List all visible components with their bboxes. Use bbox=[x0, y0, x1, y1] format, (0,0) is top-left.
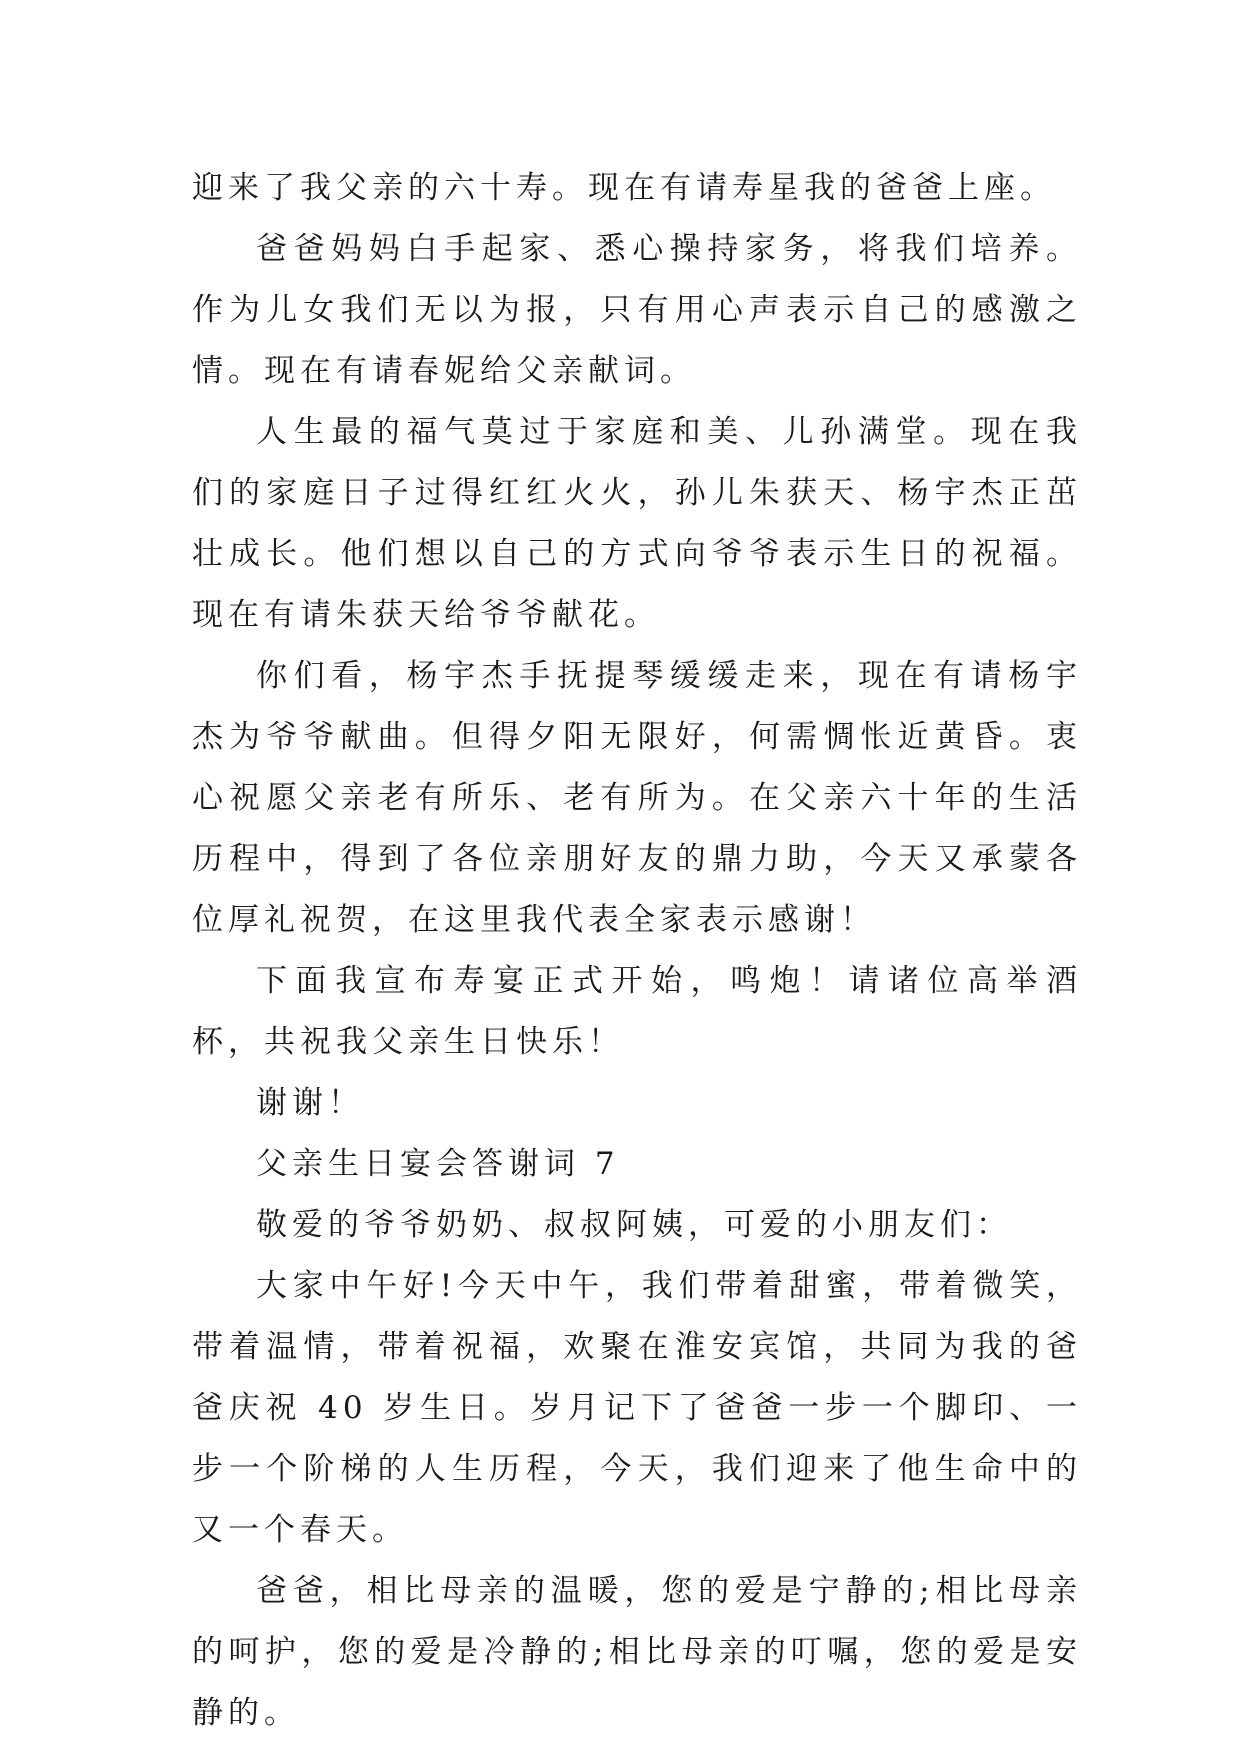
paragraph: 谢谢！ bbox=[256, 1085, 364, 1121]
document-body bbox=[192, 158, 1082, 1744]
paragraph: 人生最的福气莫过于家庭和美、儿孙满堂。现在我们的家庭日子过得红红火火，孙儿朱获天、杨宇杰正茁壮成长。他们想以自己的方式向爷爷表示生日的祝福。现在有请朱获天给爷爷献花。 bbox=[192, 414, 1082, 633]
section-heading: 父亲生日宴会答谢词 7 bbox=[256, 1146, 620, 1182]
paragraph: 爸爸，相比母亲的温暖，您的爱是宁静的;相比母亲的呵护，您的爱是冷静的;相比母亲的叮嘱，您的爱是安静的。 bbox=[192, 1573, 1082, 1731]
paragraph: 大家中午好!今天中午，我们带着甜蜜，带着微笑，带着温情，带着祝福，欢聚在淮安宾馆，共同为我的爸爸庆祝 40 岁生日。岁月记下了爸爸一步一个脚印、一步一个阶梯的人生历程，今天，我们迎来了他生命中的又一个春天。 bbox=[192, 1268, 1082, 1548]
paragraph: 迎来了我父亲的六十寿。现在有请寿星我的爸爸上座。 bbox=[192, 170, 1056, 206]
salutation: 敬爱的爷爷奶奶、叔叔阿姨，可爱的小朋友们： bbox=[256, 1207, 1012, 1243]
paragraph: 爸爸妈妈白手起家、悉心操持家务，将我们培养。作为儿女我们无以为报，只有用心声表示自己的感激之情。现在有请春妮给父亲献词。 bbox=[192, 231, 1082, 389]
paragraph: 你们看，杨宇杰手抚提琴缓缓走来，现在有请杨宇杰为爷爷献曲。但得夕阳无限好，何需惆怅近黄昏。衷心祝愿父亲老有所乐、老有所为。在父亲六十年的生活历程中，得到了各位亲朋好友的鼎力助，今天又承蒙各位厚礼祝贺，在这里我代表全家表示感谢！ bbox=[192, 658, 1082, 938]
paragraph: 下面我宣布寿宴正式开始，鸣炮！请诸位高举酒杯，共祝我父亲生日快乐！ bbox=[192, 963, 1082, 1060]
